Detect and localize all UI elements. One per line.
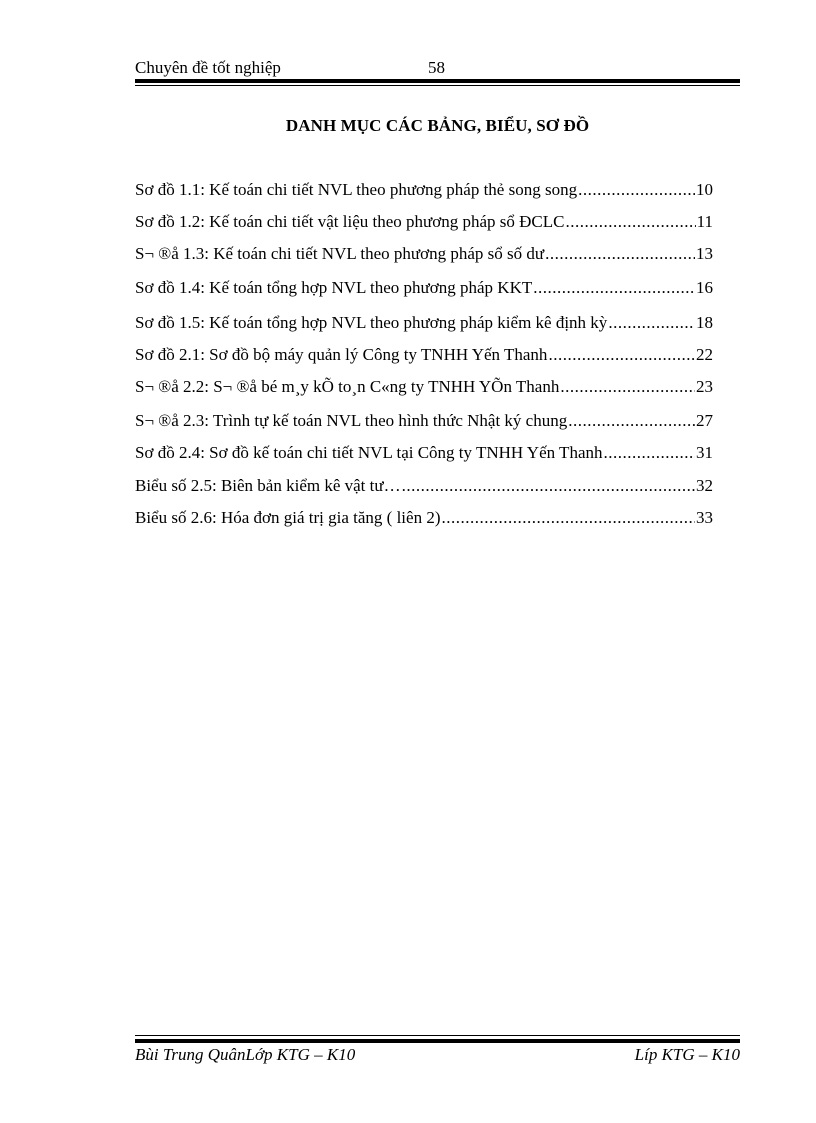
toc-entry[interactable]	[135, 180, 713, 204]
toc-entry-label: Sơ đồ 1.5: Kế toán tổng hợp NVL theo phương pháp kiểm kê định kỳ	[135, 313, 608, 332]
toc-leader-dots	[545, 244, 695, 264]
header-rule-thick	[135, 79, 740, 83]
toc-entry[interactable]	[135, 443, 713, 467]
toc-entry[interactable]	[135, 411, 713, 435]
toc-entry[interactable]	[135, 476, 713, 500]
toc-entry[interactable]	[135, 278, 713, 302]
toc-leader-dots	[442, 508, 696, 528]
document-title: DANH MỤC CÁC BẢNG, BIỂU, SƠ ĐỒ	[285, 116, 590, 135]
header-title: Chuyên đề tốt nghiệp	[135, 58, 281, 77]
toc-entry-label: S¬ ®å 2.2: S¬ ®å bé m¸y kÕ to¸n C«ng ty TNHH YÕn Thanh	[135, 377, 560, 396]
toc-entry[interactable]	[135, 345, 713, 369]
toc-leader-dots	[604, 443, 696, 463]
toc-entry-page: 10	[696, 180, 713, 199]
toc-entry[interactable]	[135, 377, 713, 401]
toc-entry-page: 33	[696, 508, 713, 527]
toc-entry[interactable]	[135, 212, 713, 236]
toc-entry-page: 32	[696, 476, 713, 495]
toc-leader-dots	[568, 411, 695, 431]
footer-rule-thin	[135, 1035, 740, 1036]
toc-entry-page: 13	[696, 244, 713, 263]
toc-entry-label: Biểu số 2.5: Biên bản kiểm kê vật tư…	[135, 476, 401, 495]
toc-leader-dots	[565, 212, 695, 232]
page-footer	[135, 1045, 740, 1069]
toc-entry[interactable]	[135, 313, 713, 337]
toc-entry-page: 22	[696, 345, 713, 364]
header-page-number: 58	[428, 58, 445, 77]
footer-class: Líp KTG – K10	[634, 1045, 740, 1064]
toc-entry-label: S¬ ®å 2.3: Trình tự kế toán NVL theo hình thức Nhật ký chung	[135, 411, 568, 430]
toc-entry-label: Sơ đồ 2.1: Sơ đồ bộ máy quản lý Công ty TNHH Yến Thanh	[135, 345, 548, 364]
toc-entry-label: Sơ đồ 1.2: Kế toán chi tiết vật liệu theo phương pháp sổ ĐCLC	[135, 212, 565, 231]
toc-leader-dots	[578, 180, 695, 200]
toc-entry[interactable]	[135, 244, 713, 268]
footer-author-class: Bùi Trung QuânLớp KTG – K10	[135, 1045, 356, 1064]
toc-entry-label: Sơ đồ 1.4: Kế toán tổng hợp NVL theo phương pháp KKT	[135, 278, 533, 297]
toc-entry-label: Sơ đồ 1.1: Kế toán chi tiết NVL theo phương pháp thẻ song song	[135, 180, 578, 199]
toc-leader-dots	[533, 278, 695, 298]
toc-entry-label: Sơ đồ 2.4: Sơ đồ kế toán chi tiết NVL tại Công ty TNHH Yến Thanh	[135, 443, 603, 462]
toc-leader-dots	[402, 476, 695, 496]
toc-leader-dots	[608, 313, 695, 333]
header-rule-thin	[135, 85, 740, 86]
toc-entry-page: 23	[696, 377, 713, 396]
toc-entry-page: 31	[696, 443, 713, 462]
toc-entry-page: 11	[696, 212, 713, 231]
footer-rule-thick	[135, 1039, 740, 1043]
toc-leader-dots	[560, 377, 695, 397]
toc-entry[interactable]	[135, 508, 713, 532]
toc-entry-page: 16	[696, 278, 713, 297]
page-header	[135, 58, 740, 80]
toc-entry-label: Biểu số 2.6: Hóa đơn giá trị gia tăng ( liên 2)	[135, 508, 441, 527]
toc-entry-page: 18	[696, 313, 713, 332]
toc-entry-label: S¬ ®å 1.3: Kế toán chi tiết NVL theo phương pháp sổ số dư	[135, 244, 545, 263]
toc-entry-page: 27	[696, 411, 713, 430]
toc-leader-dots	[548, 345, 695, 365]
